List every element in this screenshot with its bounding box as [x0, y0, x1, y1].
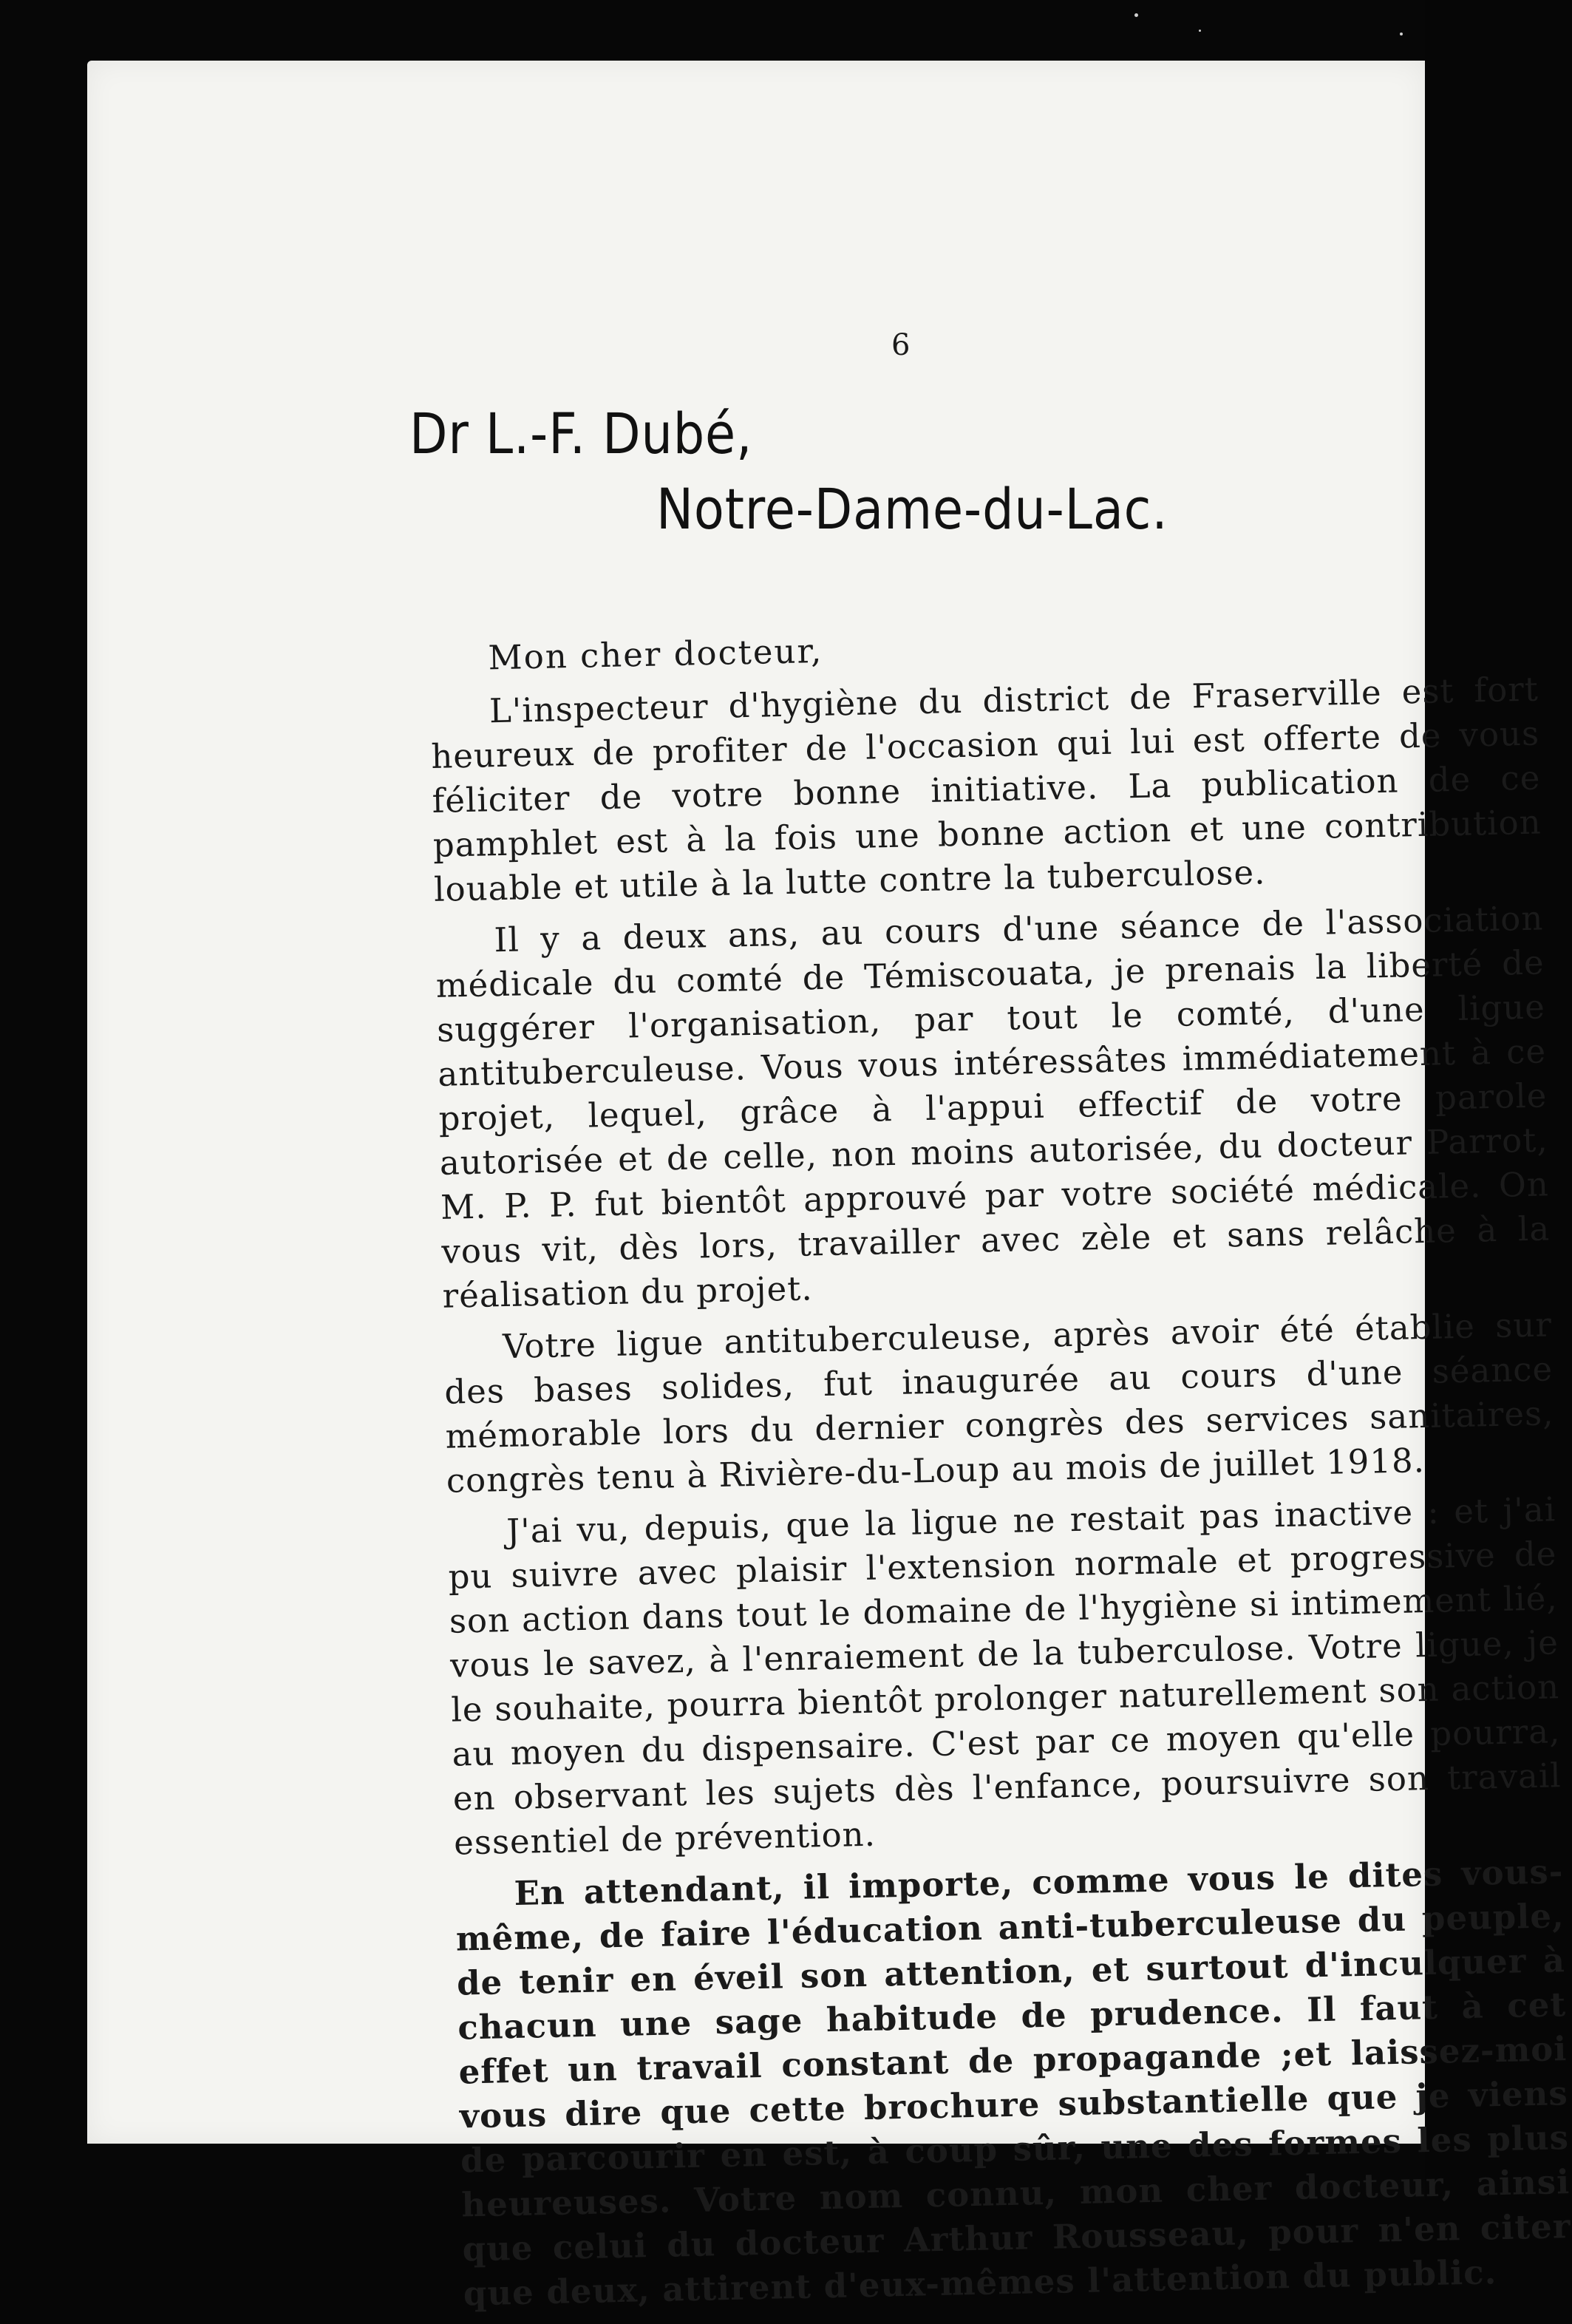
- document-page: [87, 61, 1571, 2314]
- recipient-name: Dr L.-F. Dubé,: [409, 401, 753, 466]
- letter-body: [429, 614, 1572, 2324]
- paragraph-2: Il y a deux ans, au cours d'une séance de l'association médicale du comté de Témiscouata, je prenais la liberté de suggérer l'organisation, par tout le comté, d'une ligue antituberculeuse. Vous vous intéressâtes immédiatement à ce projet, lequel, grâce à l'appui effectif de votre parole autorisée et de celle, non moins autorisée, du docteur Parrot, M. P. P. fut bientôt approuvé par votre société médicale. On vous vit, dès lors, travailler avec zèle et sans relâche à la réalisation du projet.: [435, 898, 1551, 1316]
- paragraph-4: J'ai vu, depuis, que la ligue ne restait pas inactive : et j'ai pu suivre avec plaisir l'extension normale et progressive de son action dans tout le domaine de l'hygiène si intimement lié, vous le savez, à l'enraiement de la tuberculose. Votre ligue, je le souhaite, pourra bientôt prolonger naturellement son action au moyen du dispensaire. C'est par ce moyen qu'elle pourra, en observant les sujets dès l'enfance, poursuivre son travail essentiel de prévention.: [448, 1489, 1562, 1863]
- paragraph-5: En attendant, il importe, comme vous le dites vous-même, de faire l'éducation anti-tuberculeuse du peuple, de tenir en éveil son attention, et surtout d'inculquer à chacun une sage habitude de prudence. Il faut à cet effet un travail constant de propagande ;et laissez-moi vous dire que cette brochure substantielle que je viens de parcourir en est, à coup sûr, une des formes les plus heureuses. Votre nom connu, mon cher docteur, ainsi que celui du docteur Arthur Rousseau, pour n'en citer que deux, attirent d'eux-mêmes l'attention du public.: [455, 1852, 1571, 2314]
- page-number: 6: [891, 328, 911, 362]
- paragraph-1: L'inspecteur d'hygiène du district de Fraserville est fort heureux de profiter de l'occasion qui lui est offerte de vous féliciter de votre bonne initiative. La publication de ce pamphlet est à la fois une bonne action et une contribution louable et utile à la lutte contre la tuberculose.: [430, 669, 1542, 909]
- salutation: Mon cher docteur,: [488, 631, 823, 678]
- paragraph-3: Votre ligue antituberculeuse, après avoir été établie sur des bases solides, fut inaugurée au cours d'une séance mémorable lors du dernier congrès des services sanitaires, congrès tenu à Rivière-du-Loup au mois de juillet 1918.: [443, 1305, 1554, 1501]
- scan-speck: [1400, 33, 1403, 35]
- scan-speck: [1199, 30, 1201, 32]
- scan-speck: [1134, 13, 1138, 17]
- recipient-place: Notre-Dame-du-Lac.: [656, 476, 1168, 542]
